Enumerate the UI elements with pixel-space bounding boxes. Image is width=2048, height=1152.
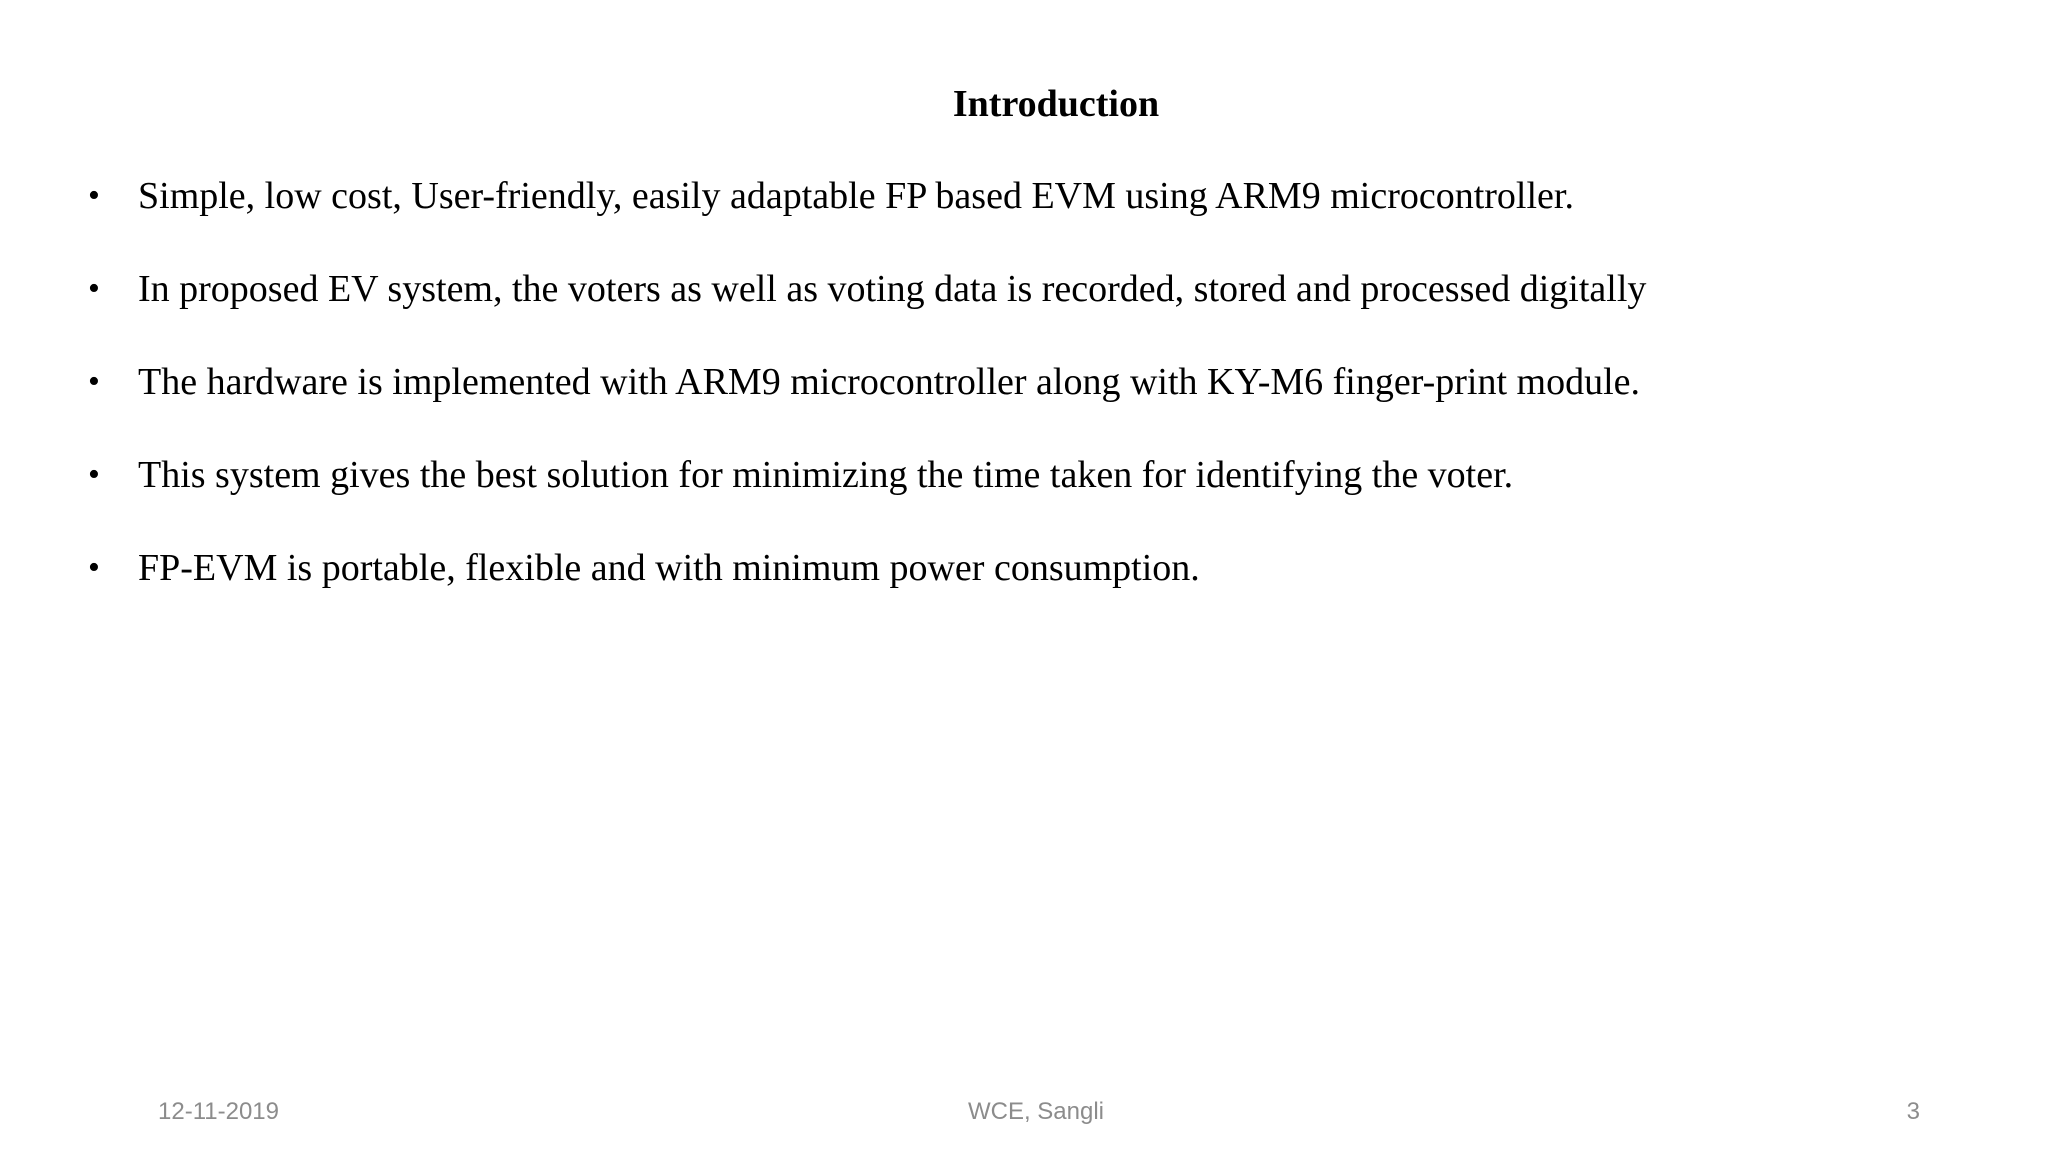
footer-date: 12-11-2019 bbox=[158, 1098, 279, 1125]
footer-location: WCE, Sangli bbox=[967, 1098, 1105, 1125]
bullet-glyph: • bbox=[88, 177, 100, 214]
bullet-glyph: • bbox=[88, 456, 100, 493]
bullet-item bbox=[88, 356, 1988, 449]
bullet-text: FP-EVM is portable, flexible and with minimum power consumption. bbox=[138, 547, 1200, 589]
bullet-item bbox=[88, 263, 1988, 356]
slide-title: Introduction bbox=[952, 83, 1160, 125]
bullet-glyph: • bbox=[88, 270, 100, 307]
bullet-item bbox=[88, 542, 1988, 635]
bullet-glyph: • bbox=[88, 363, 100, 400]
bullet-text: Simple, low cost, User-friendly, easily adaptable FP based EVM using ARM9 microcontroller. bbox=[138, 175, 1574, 217]
bullet-text: This system gives the best solution for minimizing the time taken for identifying the voter. bbox=[138, 454, 1514, 496]
bullet-list bbox=[88, 170, 1988, 635]
bullet-text: The hardware is implemented with ARM9 microcontroller along with KY-M6 finger-print module. bbox=[138, 361, 1641, 403]
bullet-glyph: • bbox=[88, 549, 100, 586]
bullet-text: In proposed EV system, the voters as well as voting data is recorded, stored and processed digitally bbox=[138, 268, 1647, 310]
bullet-item bbox=[88, 170, 1988, 263]
page-number: 3 bbox=[1906, 1098, 1920, 1125]
bullet-item bbox=[88, 449, 1988, 542]
